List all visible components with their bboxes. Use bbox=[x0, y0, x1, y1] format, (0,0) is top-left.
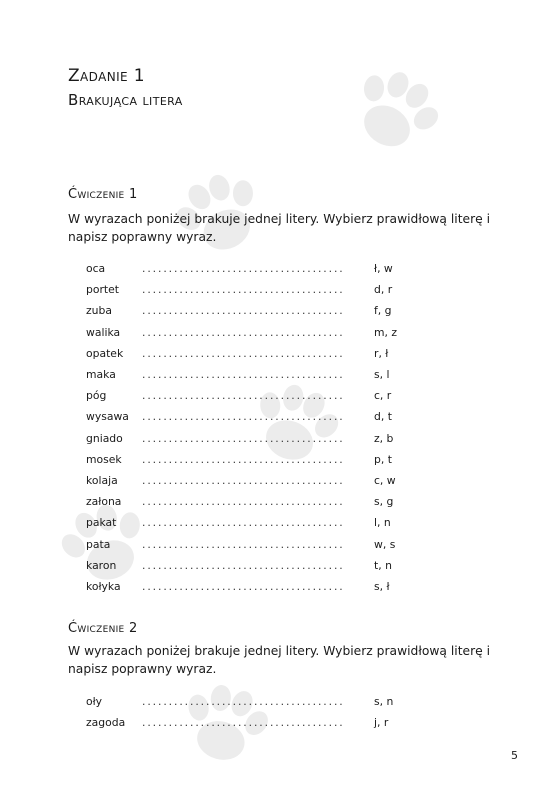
task-header bbox=[68, 64, 183, 111]
answer-blank[interactable]: ...................................... bbox=[142, 283, 345, 297]
list-item bbox=[86, 558, 406, 574]
item-options: ł, w bbox=[374, 262, 393, 275]
item-word: karon bbox=[86, 558, 117, 572]
answer-blank[interactable]: ...................................... bbox=[142, 495, 345, 509]
exercise-2-instruction: W wyrazach poniżej brakuje jednej litery. Wybierz prawidłową literę i napisz poprawny wyraz. bbox=[68, 644, 491, 676]
answer-blank[interactable]: ...................................... bbox=[142, 410, 345, 424]
item-word: załona bbox=[86, 495, 122, 509]
item-word: póg bbox=[86, 389, 107, 403]
list-item bbox=[86, 346, 406, 362]
item-word: oca bbox=[86, 262, 106, 275]
item-word: kolaja bbox=[86, 474, 118, 487]
item-options: m, z bbox=[374, 325, 398, 339]
list-item bbox=[86, 515, 406, 531]
item-options: j, r bbox=[374, 716, 389, 730]
item-word: wysawa bbox=[86, 410, 129, 424]
item-options: d, t bbox=[374, 410, 392, 424]
item-options: s, l bbox=[374, 368, 390, 381]
list-item bbox=[86, 282, 406, 298]
item-word: opatek bbox=[86, 346, 124, 360]
list-item bbox=[86, 579, 406, 595]
list-item bbox=[86, 388, 406, 404]
answer-blank[interactable]: ...................................... bbox=[142, 325, 345, 339]
list-item bbox=[86, 261, 406, 277]
item-options: c, r bbox=[374, 389, 392, 403]
exercise-2-title: Ćwiczenie 2 bbox=[68, 621, 138, 636]
answer-blank[interactable]: ...................................... bbox=[142, 716, 345, 730]
list-item bbox=[86, 494, 406, 510]
item-word: maka bbox=[86, 368, 116, 381]
item-options: l, n bbox=[374, 516, 391, 530]
item-options: d, r bbox=[374, 283, 393, 297]
item-options: s, n bbox=[374, 695, 394, 708]
answer-blank[interactable]: ...................................... bbox=[142, 431, 345, 445]
list-item bbox=[86, 452, 406, 468]
item-options: s, g bbox=[374, 495, 394, 509]
list-item bbox=[86, 537, 406, 553]
item-options: f, g bbox=[374, 304, 392, 318]
item-word: pata bbox=[86, 537, 111, 551]
exercise-1-title: Ćwiczenie 1 bbox=[68, 187, 138, 202]
answer-blank[interactable]: ...................................... bbox=[142, 558, 345, 572]
item-word: pakat bbox=[86, 516, 117, 530]
item-word: gniado bbox=[86, 431, 123, 445]
list-item bbox=[86, 473, 406, 489]
item-word: kołyka bbox=[86, 580, 121, 593]
answer-blank[interactable]: ...................................... bbox=[142, 516, 345, 530]
item-options: r, ł bbox=[374, 346, 389, 360]
answer-blank[interactable]: ...................................... bbox=[142, 452, 345, 466]
answer-blank[interactable]: ...................................... bbox=[142, 474, 345, 487]
item-options: w, s bbox=[374, 537, 396, 551]
answer-blank[interactable]: ...................................... bbox=[142, 368, 345, 381]
item-options: p, t bbox=[374, 452, 392, 466]
item-word: portet bbox=[86, 283, 120, 297]
list-item bbox=[86, 367, 406, 383]
item-options: t, n bbox=[374, 558, 392, 572]
task-title: Zadanie 1 bbox=[68, 66, 146, 86]
list-item bbox=[86, 325, 406, 341]
list-item bbox=[86, 694, 406, 710]
item-word: zuba bbox=[86, 304, 112, 318]
answer-blank[interactable]: ...................................... bbox=[142, 304, 345, 318]
item-options: c, w bbox=[374, 474, 396, 487]
paw-print-icon bbox=[345, 62, 445, 162]
answer-blank[interactable]: ...................................... bbox=[142, 346, 345, 360]
answer-blank[interactable]: ...................................... bbox=[142, 389, 345, 403]
item-word: oły bbox=[86, 695, 103, 708]
list-item bbox=[86, 715, 406, 731]
answer-blank[interactable]: ...................................... bbox=[142, 537, 345, 551]
item-word: zagoda bbox=[86, 716, 126, 730]
task-subtitle: Brakująca litera bbox=[68, 91, 183, 109]
item-options: z, b bbox=[374, 431, 394, 445]
answer-blank[interactable]: ...................................... bbox=[142, 580, 345, 593]
item-word: mosek bbox=[86, 452, 122, 466]
list-item bbox=[86, 431, 406, 447]
item-options: s, ł bbox=[374, 580, 390, 593]
answer-blank[interactable]: ...................................... bbox=[142, 262, 345, 275]
page-number: 5 bbox=[511, 749, 518, 762]
exercise-1-instruction: W wyrazach poniżej brakuje jednej litery. Wybierz prawidłową literę i napisz poprawny wyraz. bbox=[68, 212, 491, 244]
list-item bbox=[86, 303, 406, 319]
list-item bbox=[86, 409, 406, 425]
answer-blank[interactable]: ...................................... bbox=[142, 695, 345, 708]
item-word: walika bbox=[86, 325, 121, 339]
